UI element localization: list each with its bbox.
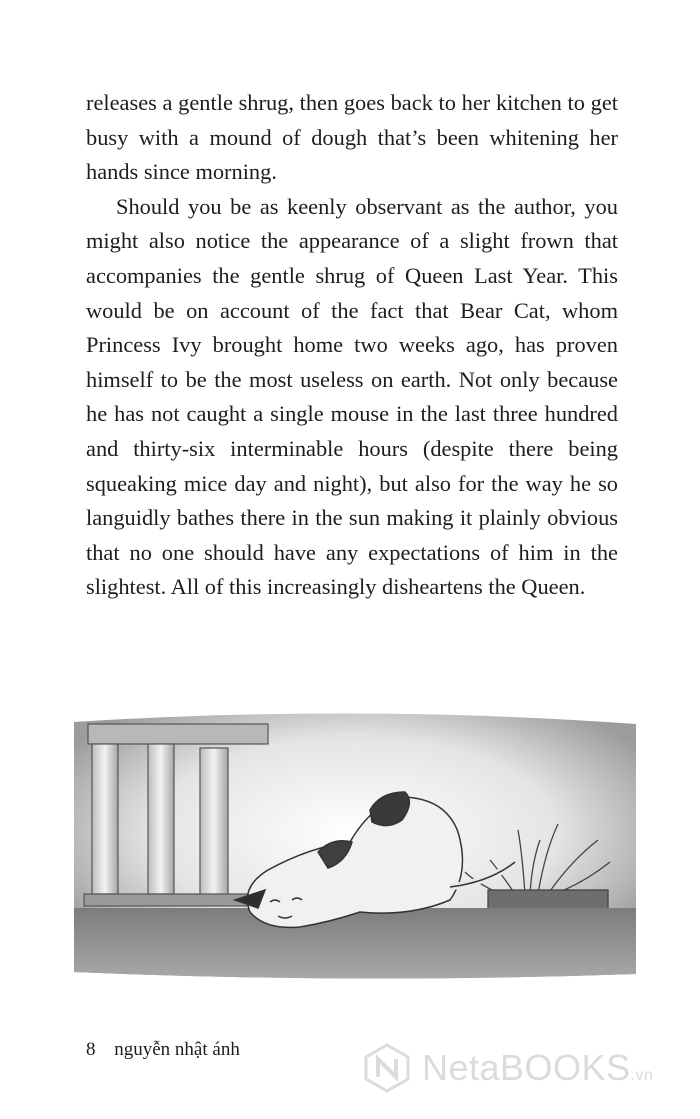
paragraph-1: releases a gentle shrug, then goes back to her kitchen to get busy with a mound of dough that’s been whitening her hands since morning. — [86, 90, 618, 185]
watermark-suffix: .vn — [630, 1067, 654, 1084]
watermark-brand: NetaBOOKS — [422, 1047, 631, 1088]
netabooks-logo-icon — [362, 1043, 412, 1093]
cat-illustration-icon — [70, 712, 640, 980]
paragraph-2: Should you be as keenly observant as the author, you might also notice the appearance of a slight frown that accompanies the gentle shrug of Queen Last Year. This would be on account of the fact that Bear Cat, whom Princess Ivy brought home two weeks ago, has proven himself to be the most useless on earth. Not only because he has not caught a single mouse in the last three hundred and thirty-six interminable hours (despite there being squeaking mice day and night), but also for the way he so languidly bathes there in the sun making it plainly obvious that no one should have any expectations of him in the slightest. All of this increasingly disheartens the Queen. — [86, 193, 618, 600]
watermark-text — [422, 1047, 653, 1089]
page-footer — [86, 1039, 240, 1061]
author-name: nguyễn nhật ánh — [114, 1039, 240, 1060]
watermark — [362, 1038, 692, 1098]
page-number: 8 — [86, 1039, 96, 1060]
body-text — [86, 86, 618, 605]
